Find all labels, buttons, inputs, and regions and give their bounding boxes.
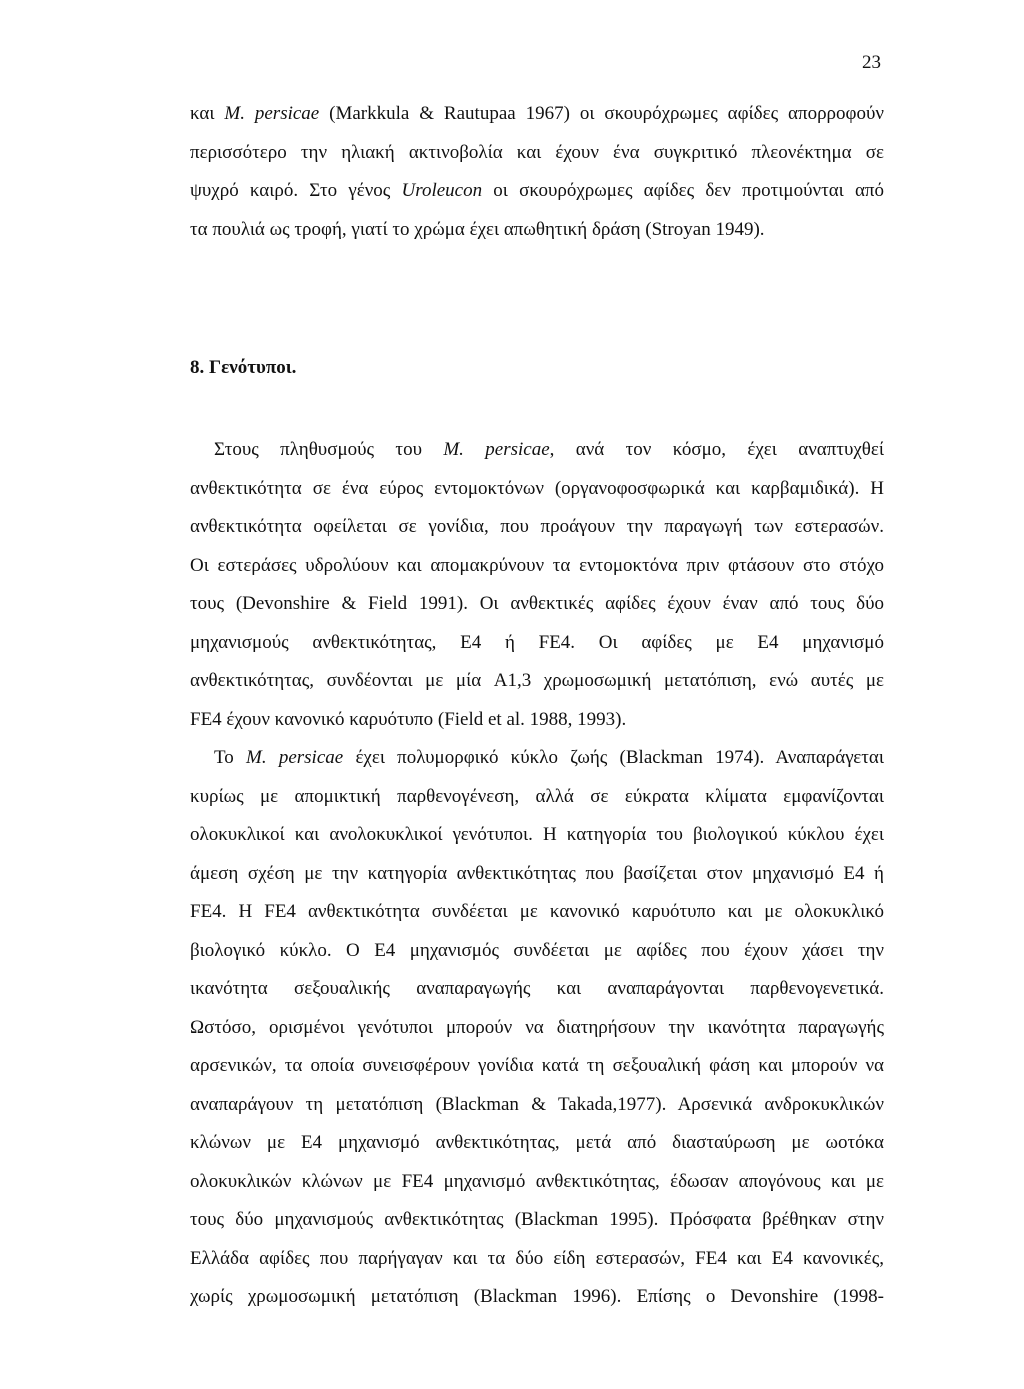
text-segment: μηχανισμούς ανθεκτικότητας, E4 ή FE4. Οι αφίδες με E4 μηχανισμό	[190, 631, 884, 653]
text-segment: κυρίως με απομικτική παρθενογένεση, αλλά σε εύκρατα κλίματα εμφανίζονται	[190, 785, 884, 807]
text-segment: τους (Devonshire & Field 1991). Οι ανθεκτικές αφίδες έχουν έναν από τους δύο	[190, 593, 884, 614]
text-line	[190, 1047, 884, 1086]
text-segment: αναπαράγουν τη μετατόπιση (Blackman & Takada,1977). Αρσενικά ανδροκυκλικών	[190, 1093, 884, 1115]
text-segment: βιολογικό κύκλο. Ο E4 μηχανισμός συνδέεται με αφίδες που έχουν χάσει την	[190, 939, 884, 961]
text-segment: Οι εστεράσες υδρολύουν και απομακρύνουν τα εντομοκτόνα πριν φτάσουν στο στόχο	[190, 554, 884, 576]
text-line	[190, 585, 884, 624]
text-line	[190, 816, 884, 855]
text-line	[190, 1124, 884, 1163]
text-segment: αρσενικών, τα οποία συνεισφέρουν γονίδια κατά τη σεξουαλική φάση και μπορούν να	[190, 1055, 884, 1076]
text-line	[190, 778, 884, 817]
text-line	[190, 211, 884, 250]
text-line	[190, 970, 884, 1009]
text-line	[190, 624, 884, 663]
text-segment: ικανότητα σεξουαλικής αναπαραγωγής και αναπαράγονται παρθενογενετικά.	[190, 978, 884, 999]
text-segment: περισσότερο την ηλιακή ακτινοβολία και έχουν ένα συγκριτικό πλεονέκτημα σε	[190, 141, 884, 163]
text-line	[190, 1201, 884, 1240]
text-segment: (Markkula & Rautupaa 1967) οι σκουρόχρωμες αφίδες απορροφούν	[319, 103, 884, 124]
text-line	[190, 1278, 884, 1317]
text-segment: κλώνων με E4 μηχανισμό ανθεκτικότητας, μετά από διασταύρωση με ωοτόκα	[190, 1132, 884, 1153]
text-line	[190, 95, 884, 134]
species-name: Uroleucon	[401, 180, 483, 201]
species-name: M. persicae	[246, 747, 344, 768]
text-segment: Το	[214, 747, 247, 768]
text-line	[190, 662, 884, 701]
text-line	[190, 134, 884, 173]
text-line	[190, 893, 884, 932]
text-segment: τα πουλιά ως τροφή, γιατί το χρώμα έχει απωθητική δράση (Stroyan 1949).	[190, 218, 765, 240]
species-name: M. persicae	[443, 439, 550, 460]
text-segment: , ανά τον κόσμο, έχει αναπτυχθεί	[549, 439, 885, 460]
text-line	[190, 547, 884, 586]
text-segment: άμεση σχέση με την κατηγορία ανθεκτικότητας που βασίζεται στον μηχανισμό E4 ή	[190, 862, 884, 884]
text-line	[190, 1240, 884, 1279]
text-line	[190, 172, 884, 211]
text-line	[190, 508, 884, 547]
text-segment: Ελλάδα αφίδες που παρήγαγαν και τα δύο είδη εστερασών, FE4 και E4 κανονικές,	[190, 1247, 884, 1269]
text-segment: οι σκουρόχρωμες αφίδες δεν προτιμούνται από	[482, 180, 885, 201]
text-line	[190, 431, 884, 470]
text-segment: FE4 έχουν κανονικό καρυότυπο (Field et al. 1988, 1993).	[190, 708, 627, 730]
text-line	[190, 1163, 884, 1202]
text-segment: τους δύο μηχανισμούς ανθεκτικότητας (Blackman 1995). Πρόσφατα βρέθηκαν στην	[190, 1209, 884, 1230]
text-line	[190, 739, 884, 778]
text-segment: ανθεκτικότητα οφείλεται σε γονίδια, που προάγουν την παραγωγή των εστερασών.	[190, 516, 884, 537]
text-line	[190, 701, 884, 740]
text-segment: ανθεκτικότητας, συνδέονται με μία A1,3 χρωμοσωμική μετατόπιση, ενώ αυτές με	[190, 670, 884, 691]
body-text	[190, 431, 884, 1317]
text-segment: ολοκυκλικοί και ανολοκυκλικοί γενότυποι. Η κατηγορία του βιολογικού κύκλου έχει	[190, 824, 884, 845]
text-segment: FE4. Η FE4 ανθεκτικότητα συνδέεται με κανονικό καρυότυπο και με ολοκυκλικό	[190, 901, 884, 922]
text-line	[190, 1009, 884, 1048]
text-line	[190, 470, 884, 509]
text-segment: ψυχρό καιρό. Στο γένος	[190, 180, 402, 201]
text-segment: Ωστόσο, ορισμένοι γενότυποι μπορούν να διατηρήσουν την ικανότητα παραγωγής	[190, 1016, 884, 1038]
species-name: M. persicae	[224, 103, 320, 124]
intro-paragraph	[190, 95, 884, 249]
text-segment: Στους πληθυσμούς του	[214, 439, 444, 460]
page-number: 23	[862, 52, 881, 73]
text-line	[190, 932, 884, 971]
text-segment: ανθεκτικότητα σε ένα εύρος εντομοκτόνων (οργανοφοσφωρικά και καρβαμιδικά). Η	[190, 477, 884, 499]
text-segment: και	[190, 103, 225, 124]
text-segment: ολοκυκλικών κλώνων με FE4 μηχανισμό ανθεκτικότητας, έδωσαν απογόνους και με	[190, 1170, 884, 1192]
text-line	[190, 855, 884, 894]
text-segment: έχει πολυμορφικό κύκλο ζωής (Blackman 1974). Αναπαράγεται	[343, 747, 884, 768]
text-line	[190, 1086, 884, 1125]
text-segment: χωρίς χρωμοσωμική μετατόπιση (Blackman 1996). Επίσης ο Devonshire (1998-	[190, 1286, 884, 1307]
section-heading: 8. Γενότυποι.	[190, 357, 297, 378]
